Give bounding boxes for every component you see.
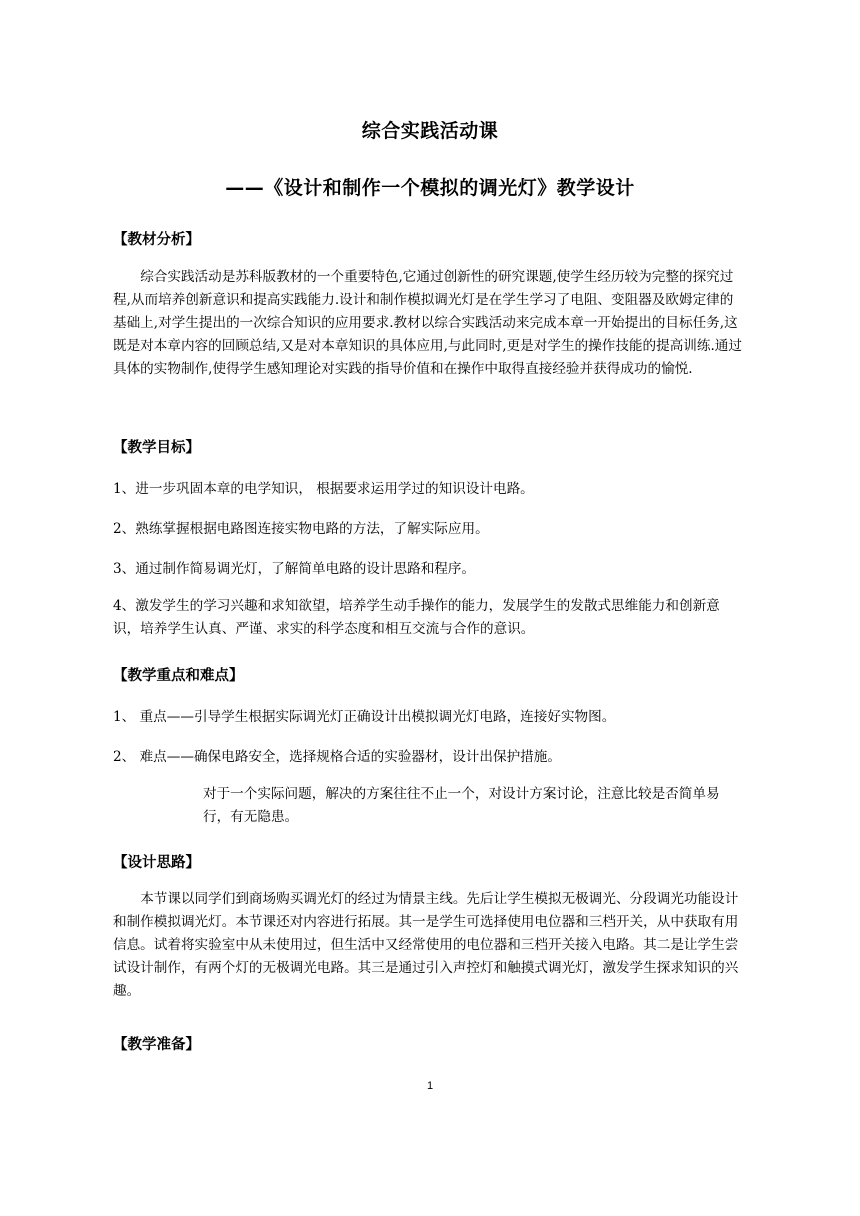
paragraph-material-analysis: 综合实践活动是苏科版教材的一个重要特色,它通过创新性的研究课题,使学生经历较为完整的探究过程,从而培养创新意识和提高实践能力.设计和制作模拟调光灯是在学生学习了电阻、变阻器及欧姆定律的基础上,对学生提出的一次综合知识的应用要求.教材以综合实践活动来完成本章一开始提出的目标任务,这既是对本章内容的回顾总结,又是对本章知识的具体应用,与此同时,更是对学生的操作技能的提高训练.通过具体的实物制作,使得学生感知理论对实践的指导价值和在操作中取得直接经验并获得成功的愉悦.: [113, 269, 742, 377]
goal-item-1: 1、进一步巩固本章的电学知识， 根据要求运用学过的知识设计电路。: [113, 481, 534, 497]
goal-item-4: 4、激发学生的学习兴趣和求知欲望，培养学生动手操作的能力，发展学生的发散式思维能力和创新意识，培养学生认真、严谨、求实的科学态度和相互交流与合作的意识。: [113, 598, 720, 637]
heading-teaching-goals: 【教学目标】: [113, 440, 200, 456]
keypoint-item-2: 2、 难点——确保电路安全，选择规格合适的实验器材，设计出保护措施。: [113, 749, 561, 765]
paragraph-design-idea: 本节课以同学们到商场购买调光灯的经过为情景主线。先后让学生模拟无极调光、分段调光功能设计和制作模拟调光灯。本节课还对内容进行拓展。其一是学生可选择使用电位器和三档开关，从中获取有用信息。试着将实验室中从未使用过，但生活中又经常使用的电位器和三档开关接入电路。其二是让学生尝试设计制作，有两个灯的无极调光电路。其三是通过引入声控灯和触摸式调光灯，激发学生探求知识的兴趣。: [113, 891, 739, 999]
document-title: 综合实践活动课: [361, 120, 499, 142]
goal-item-3: 3、通过制作简易调光灯，了解简单电路的设计思路和程序。: [113, 561, 476, 577]
heading-material-analysis: 【教材分析】: [113, 232, 200, 248]
heading-key-points: 【教学重点和难点】: [113, 668, 244, 684]
heading-teaching-prep: 【教学准备】: [113, 1037, 200, 1053]
goal-item-2: 2、熟练掌握根据电路图连接实物电路的方法，了解实际应用。: [113, 521, 489, 537]
heading-design-idea: 【设计思路】: [113, 855, 200, 871]
keypoint-note: 对于一个实际问题，解决的方案往往不止一个，对设计方案讨论，注意比较是否简单易行，有无隐患。: [203, 786, 720, 825]
keypoint-item-1: 1、 重点——引导学生根据实际调光灯正确设计出模拟调光灯电路，连接好实物图。: [113, 709, 616, 725]
page-number: 1: [426, 1080, 434, 1092]
document-subtitle: ——《设计和制作一个模拟的调光灯》教学设计: [225, 177, 635, 199]
